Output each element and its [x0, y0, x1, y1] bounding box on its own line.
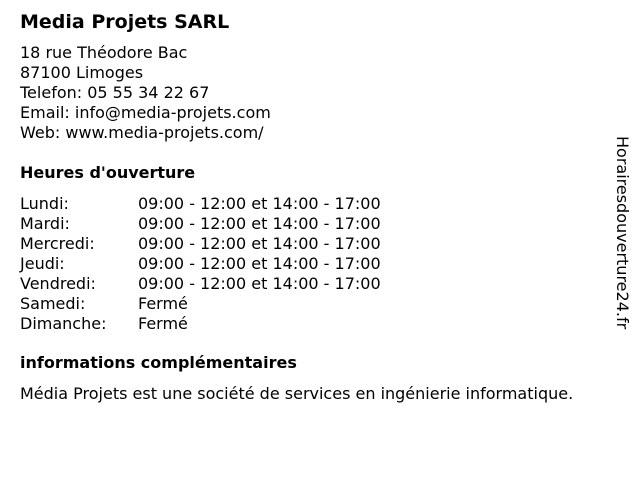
day-label: Mardi: — [20, 214, 70, 233]
time-value: 09:00 - 12:00 et 14:00 - 17:00 — [138, 254, 381, 273]
day-label: Jeudi: — [20, 254, 65, 273]
company-name: Media Projets SARL — [20, 11, 230, 33]
day-label: Lundi: — [20, 194, 69, 213]
email-address: Email: info@media-projets.com — [20, 103, 271, 122]
time-value: 09:00 - 12:00 et 14:00 - 17:00 — [138, 274, 381, 293]
day-label: Vendredi: — [20, 274, 96, 293]
address-street: 18 rue Théodore Bac — [20, 43, 188, 62]
opening-hours-heading: Heures d'ouverture — [20, 163, 196, 182]
contact-block — [20, 43, 271, 143]
website-address: Web: www.media-projets.com/ — [20, 123, 264, 142]
day-label: Dimanche: — [20, 314, 107, 333]
additional-info-heading: informations complémentaires — [20, 353, 297, 372]
address-city: 87100 Limoges — [20, 63, 144, 82]
time-value: 09:00 - 12:00 et 14:00 - 17:00 — [138, 194, 381, 213]
phone-number: Telefon: 05 55 34 22 67 — [20, 83, 210, 102]
watermark-text: Horairesdouverture24.fr — [613, 136, 632, 330]
additional-info-text: Média Projets est une société de services en ingénierie informatique. — [20, 384, 574, 403]
day-label: Mercredi: — [20, 234, 95, 253]
time-value: 09:00 - 12:00 et 14:00 - 17:00 — [138, 214, 381, 233]
time-value: Fermé — [138, 294, 188, 313]
time-value: Fermé — [138, 314, 188, 333]
day-label: Samedi: — [20, 294, 86, 313]
time-value: 09:00 - 12:00 et 14:00 - 17:00 — [138, 234, 381, 253]
